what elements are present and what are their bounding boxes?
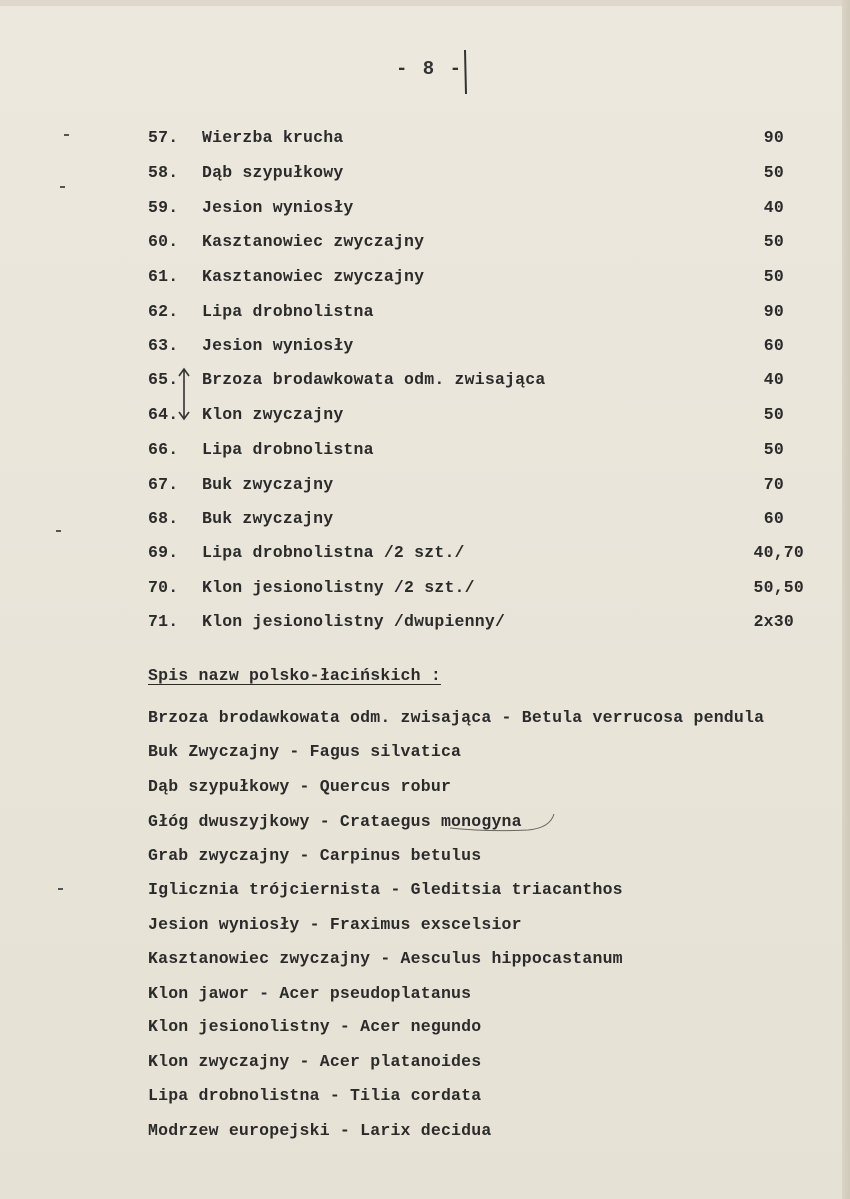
list-item — [148, 405, 808, 429]
item-value: 50 — [763, 163, 784, 182]
page-edge-right — [842, 0, 850, 1199]
item-number: 65. — [148, 370, 179, 389]
pencil-underline-mark — [448, 810, 558, 834]
item-name: Brzoza brodawkowata odm. zwisająca — [202, 370, 546, 389]
item-name: Kasztanowiec zwyczajny — [202, 267, 425, 286]
item-number: 63. — [148, 336, 179, 355]
item-number: 66. — [148, 440, 179, 459]
item-value: 90 — [763, 128, 784, 147]
item-value: 50 — [763, 405, 784, 424]
list-item — [148, 302, 808, 326]
swap-arrow-icon — [176, 366, 192, 422]
item-number: 58. — [148, 163, 179, 182]
latin-list-item: Klon jawor - Acer pseudoplatanus — [148, 984, 472, 1003]
list-item — [148, 198, 808, 222]
list-item — [148, 267, 808, 291]
item-name: Lipa drobnolistna — [202, 440, 374, 459]
item-number: 62. — [148, 302, 179, 321]
latin-list-item: Grab zwyczajny - Carpinus betulus — [148, 846, 482, 865]
item-number: 70. — [148, 578, 179, 597]
item-value: 40,70 — [753, 543, 804, 562]
item-name: Klon zwyczajny — [202, 405, 344, 424]
item-value: 50,50 — [753, 578, 804, 597]
latin-list-item: Brzoza brodawkowata odm. zwisająca - Betula verrucosa pendula — [148, 708, 765, 727]
item-name: Lipa drobnolistna /2 szt./ — [202, 543, 465, 562]
latin-list-item: Lipa drobnolistna - Tilia cordata — [148, 1086, 482, 1105]
list-item — [148, 475, 808, 499]
latin-list-item: Buk Zwyczajny - Fagus silvatica — [148, 742, 462, 761]
list-item — [148, 232, 808, 256]
item-value: 90 — [763, 302, 784, 321]
item-name: Buk zwyczajny — [202, 475, 334, 494]
item-number: 69. — [148, 543, 179, 562]
list-item — [148, 612, 808, 636]
item-name: Klon jesionolistny /dwupienny/ — [202, 612, 506, 631]
latin-list-item: Modrzew europejski - Larix decidua — [148, 1121, 492, 1140]
latin-list-item: Iglicznia trójciernista - Gleditsia triacanthos — [148, 880, 623, 899]
list-item — [148, 128, 808, 152]
item-value: 2x30 — [753, 612, 794, 631]
margin-mark — [60, 186, 65, 188]
item-name: Jesion wyniosły — [202, 336, 354, 355]
list-item — [148, 370, 808, 394]
item-name: Lipa drobnolistna — [202, 302, 374, 321]
item-name: Dąb szypułkowy — [202, 163, 344, 182]
margin-mark — [64, 134, 69, 136]
item-number: 68. — [148, 509, 179, 528]
item-value: 40 — [763, 198, 784, 217]
latin-list-item: Dąb szypułkowy - Quercus robur — [148, 777, 452, 796]
item-number: 60. — [148, 232, 179, 251]
item-number: 67. — [148, 475, 179, 494]
item-value: 50 — [763, 267, 784, 286]
latin-list-item: Jesion wyniosły - Fraximus exscelsior — [148, 915, 522, 934]
item-value: 60 — [763, 509, 784, 528]
page-edge-top — [0, 0, 850, 6]
latin-list-item: Klon jesionolistny - Acer negundo — [148, 1017, 482, 1036]
item-name: Buk zwyczajny — [202, 509, 334, 528]
item-number: 64. — [148, 405, 179, 424]
list-item — [148, 163, 808, 187]
latin-list-item: Klon zwyczajny - Acer platanoides — [148, 1052, 482, 1071]
item-value: 50 — [763, 232, 784, 251]
item-value: 70 — [763, 475, 784, 494]
item-number: 61. — [148, 267, 179, 286]
margin-mark — [56, 530, 61, 532]
margin-mark — [58, 888, 63, 890]
item-name: Wierzba krucha — [202, 128, 344, 147]
item-value: 40 — [763, 370, 784, 389]
list-item — [148, 509, 808, 533]
item-value: 60 — [763, 336, 784, 355]
item-name: Jesion wyniosły — [202, 198, 354, 217]
item-number: 59. — [148, 198, 179, 217]
item-number: 71. — [148, 612, 179, 631]
latin-list-item: Głóg dwuszyjkowy - Crataegus monogyna — [148, 812, 522, 831]
item-value: 50 — [763, 440, 784, 459]
pen-mark-icon — [460, 48, 470, 96]
list-item — [148, 578, 808, 602]
latin-list-item: Kasztanowiec zwyczajny - Aesculus hippocastanum — [148, 949, 623, 968]
list-item — [148, 543, 808, 567]
list-item — [148, 336, 808, 360]
list-item — [148, 440, 808, 464]
item-name: Kasztanowiec zwyczajny — [202, 232, 425, 251]
item-number: 57. — [148, 128, 179, 147]
section-heading: Spis nazw polsko-łacińskich : — [148, 666, 441, 685]
item-name: Klon jesionolistny /2 szt./ — [202, 578, 475, 597]
page-number: - 8 - — [396, 58, 464, 80]
